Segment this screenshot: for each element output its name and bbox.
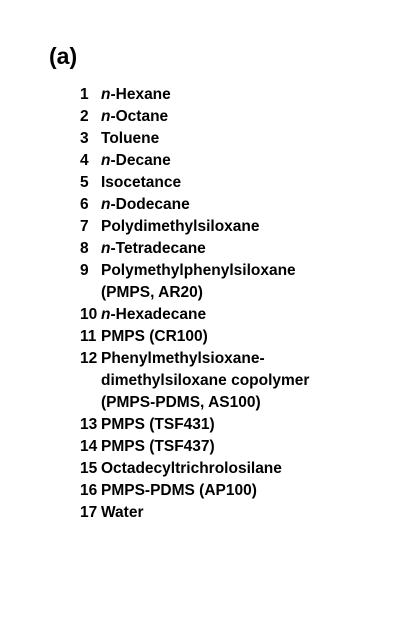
legend-item-line-text: Isocetance — [101, 174, 182, 191]
legend-item-number: 17 — [80, 504, 98, 521]
legend-item-prefix: n — [101, 240, 111, 257]
legend-item-number: 8 — [80, 240, 89, 257]
legend-item-line-text: Phenylmethylsioxane- — [101, 350, 265, 367]
legend-item-name-line — [101, 282, 296, 304]
legend-item-prefix: n — [101, 152, 111, 169]
legend-item-line-text: PMPS-PDMS (AP100) — [101, 482, 257, 499]
legend-item — [80, 84, 380, 106]
legend-item-number: 3 — [80, 130, 89, 147]
legend-item-line-text: dimethylsiloxane copolymer — [101, 372, 310, 389]
legend-item-line-text: -Dodecane — [110, 196, 190, 213]
panel-label: (a) — [49, 43, 78, 69]
legend-item-name — [101, 458, 282, 480]
legend-item-number: 13 — [80, 416, 98, 433]
legend-item — [80, 106, 380, 128]
legend-item — [80, 348, 380, 414]
legend-item-line-text: -Tetradecane — [110, 240, 206, 257]
legend-item-name — [101, 436, 215, 458]
legend-item — [80, 128, 380, 150]
legend-item-line-text: PMPS (TSF437) — [101, 438, 215, 455]
legend-item-name-line — [101, 150, 171, 172]
legend-item-name-line — [101, 326, 208, 348]
legend-item-name-line — [101, 238, 206, 260]
legend-item-name — [101, 84, 171, 106]
legend-item — [80, 216, 380, 238]
legend-item-name-line — [101, 458, 282, 480]
legend-item-line-text: Water — [101, 504, 144, 521]
legend-item-number: 15 — [80, 460, 98, 477]
legend-item-number: 11 — [80, 328, 97, 345]
legend-item-name-line — [101, 106, 168, 128]
legend-item-line-text: (PMPS-PDMS, AS100) — [101, 394, 261, 411]
legend-item-name-line — [101, 128, 159, 150]
legend-item-name — [101, 238, 206, 260]
liquid-legend-list — [80, 84, 380, 524]
legend-item-name-line — [101, 194, 190, 216]
legend-item-number: 4 — [80, 152, 89, 169]
legend-item — [80, 414, 380, 436]
legend-item-number: 16 — [80, 482, 98, 499]
legend-item-line-text: -Decane — [110, 152, 171, 169]
legend-item — [80, 326, 380, 348]
legend-item-name — [101, 172, 181, 194]
legend-item — [80, 458, 380, 480]
legend-item-line-text: -Hexane — [110, 86, 171, 103]
legend-item-prefix: n — [101, 196, 111, 213]
legend-item-name — [101, 150, 171, 172]
legend-item-name — [101, 348, 309, 414]
legend-item-prefix: n — [101, 108, 111, 125]
legend-item-number: 9 — [80, 262, 89, 279]
legend-item-name-line — [101, 172, 181, 194]
legend-item-name-line — [101, 348, 309, 370]
legend-item-line-text: -Octane — [110, 108, 169, 125]
legend-item-number: 7 — [80, 218, 89, 235]
legend-item-name — [101, 326, 208, 348]
legend-item-name-line — [101, 414, 215, 436]
legend-item-line-text: (PMPS, AR20) — [101, 284, 203, 301]
legend-item-prefix: n — [101, 306, 111, 323]
legend-item-line-text: Toluene — [101, 130, 160, 147]
legend-item-name-line — [101, 370, 309, 392]
legend-item-name-line — [101, 436, 215, 458]
legend-item-number: 5 — [80, 174, 89, 191]
legend-item-name — [101, 414, 215, 436]
legend-item-number: 10 — [80, 306, 98, 323]
legend-item — [80, 304, 380, 326]
legend-item-prefix: n — [101, 86, 111, 103]
legend-item-number: 12 — [80, 350, 98, 367]
legend-item-line-text: Octadecyltrichrolosilane — [101, 460, 282, 477]
legend-item-name-line — [101, 392, 309, 414]
legend-item-number: 6 — [80, 196, 89, 213]
legend-item-name — [101, 106, 168, 128]
legend-item-line-text: PMPS (TSF431) — [101, 416, 215, 433]
legend-item-name — [101, 128, 159, 150]
legend-item-name — [101, 216, 260, 238]
legend-item-line-text: PMPS (CR100) — [101, 328, 208, 345]
legend-item — [80, 502, 380, 524]
legend-item-name-line — [101, 480, 257, 502]
legend-item — [80, 238, 380, 260]
legend-item-name-line — [101, 216, 260, 238]
legend-item — [80, 436, 380, 458]
legend-item-name-line — [101, 502, 144, 524]
legend-item-line-text: Polymethylphenylsiloxane — [101, 262, 296, 279]
legend-item-line-text: -Hexadecane — [110, 306, 207, 323]
legend-item-name-line — [101, 260, 296, 282]
legend-item-number: 1 — [80, 86, 89, 103]
legend-item — [80, 150, 380, 172]
legend-item-name — [101, 480, 257, 502]
legend-item — [80, 480, 380, 502]
legend-item — [80, 194, 380, 216]
legend-item — [80, 172, 380, 194]
legend-item-name-line — [101, 84, 171, 106]
legend-item-number: 14 — [80, 438, 98, 455]
legend-item-name — [101, 260, 296, 304]
legend-item-name-line — [101, 304, 206, 326]
legend-item — [80, 260, 380, 304]
legend-item-name — [101, 304, 206, 326]
legend-item-number: 2 — [80, 108, 89, 125]
legend-item-line-text: Polydimethylsiloxane — [101, 218, 260, 235]
legend-item-name — [101, 194, 190, 216]
legend-item-name — [101, 502, 144, 524]
